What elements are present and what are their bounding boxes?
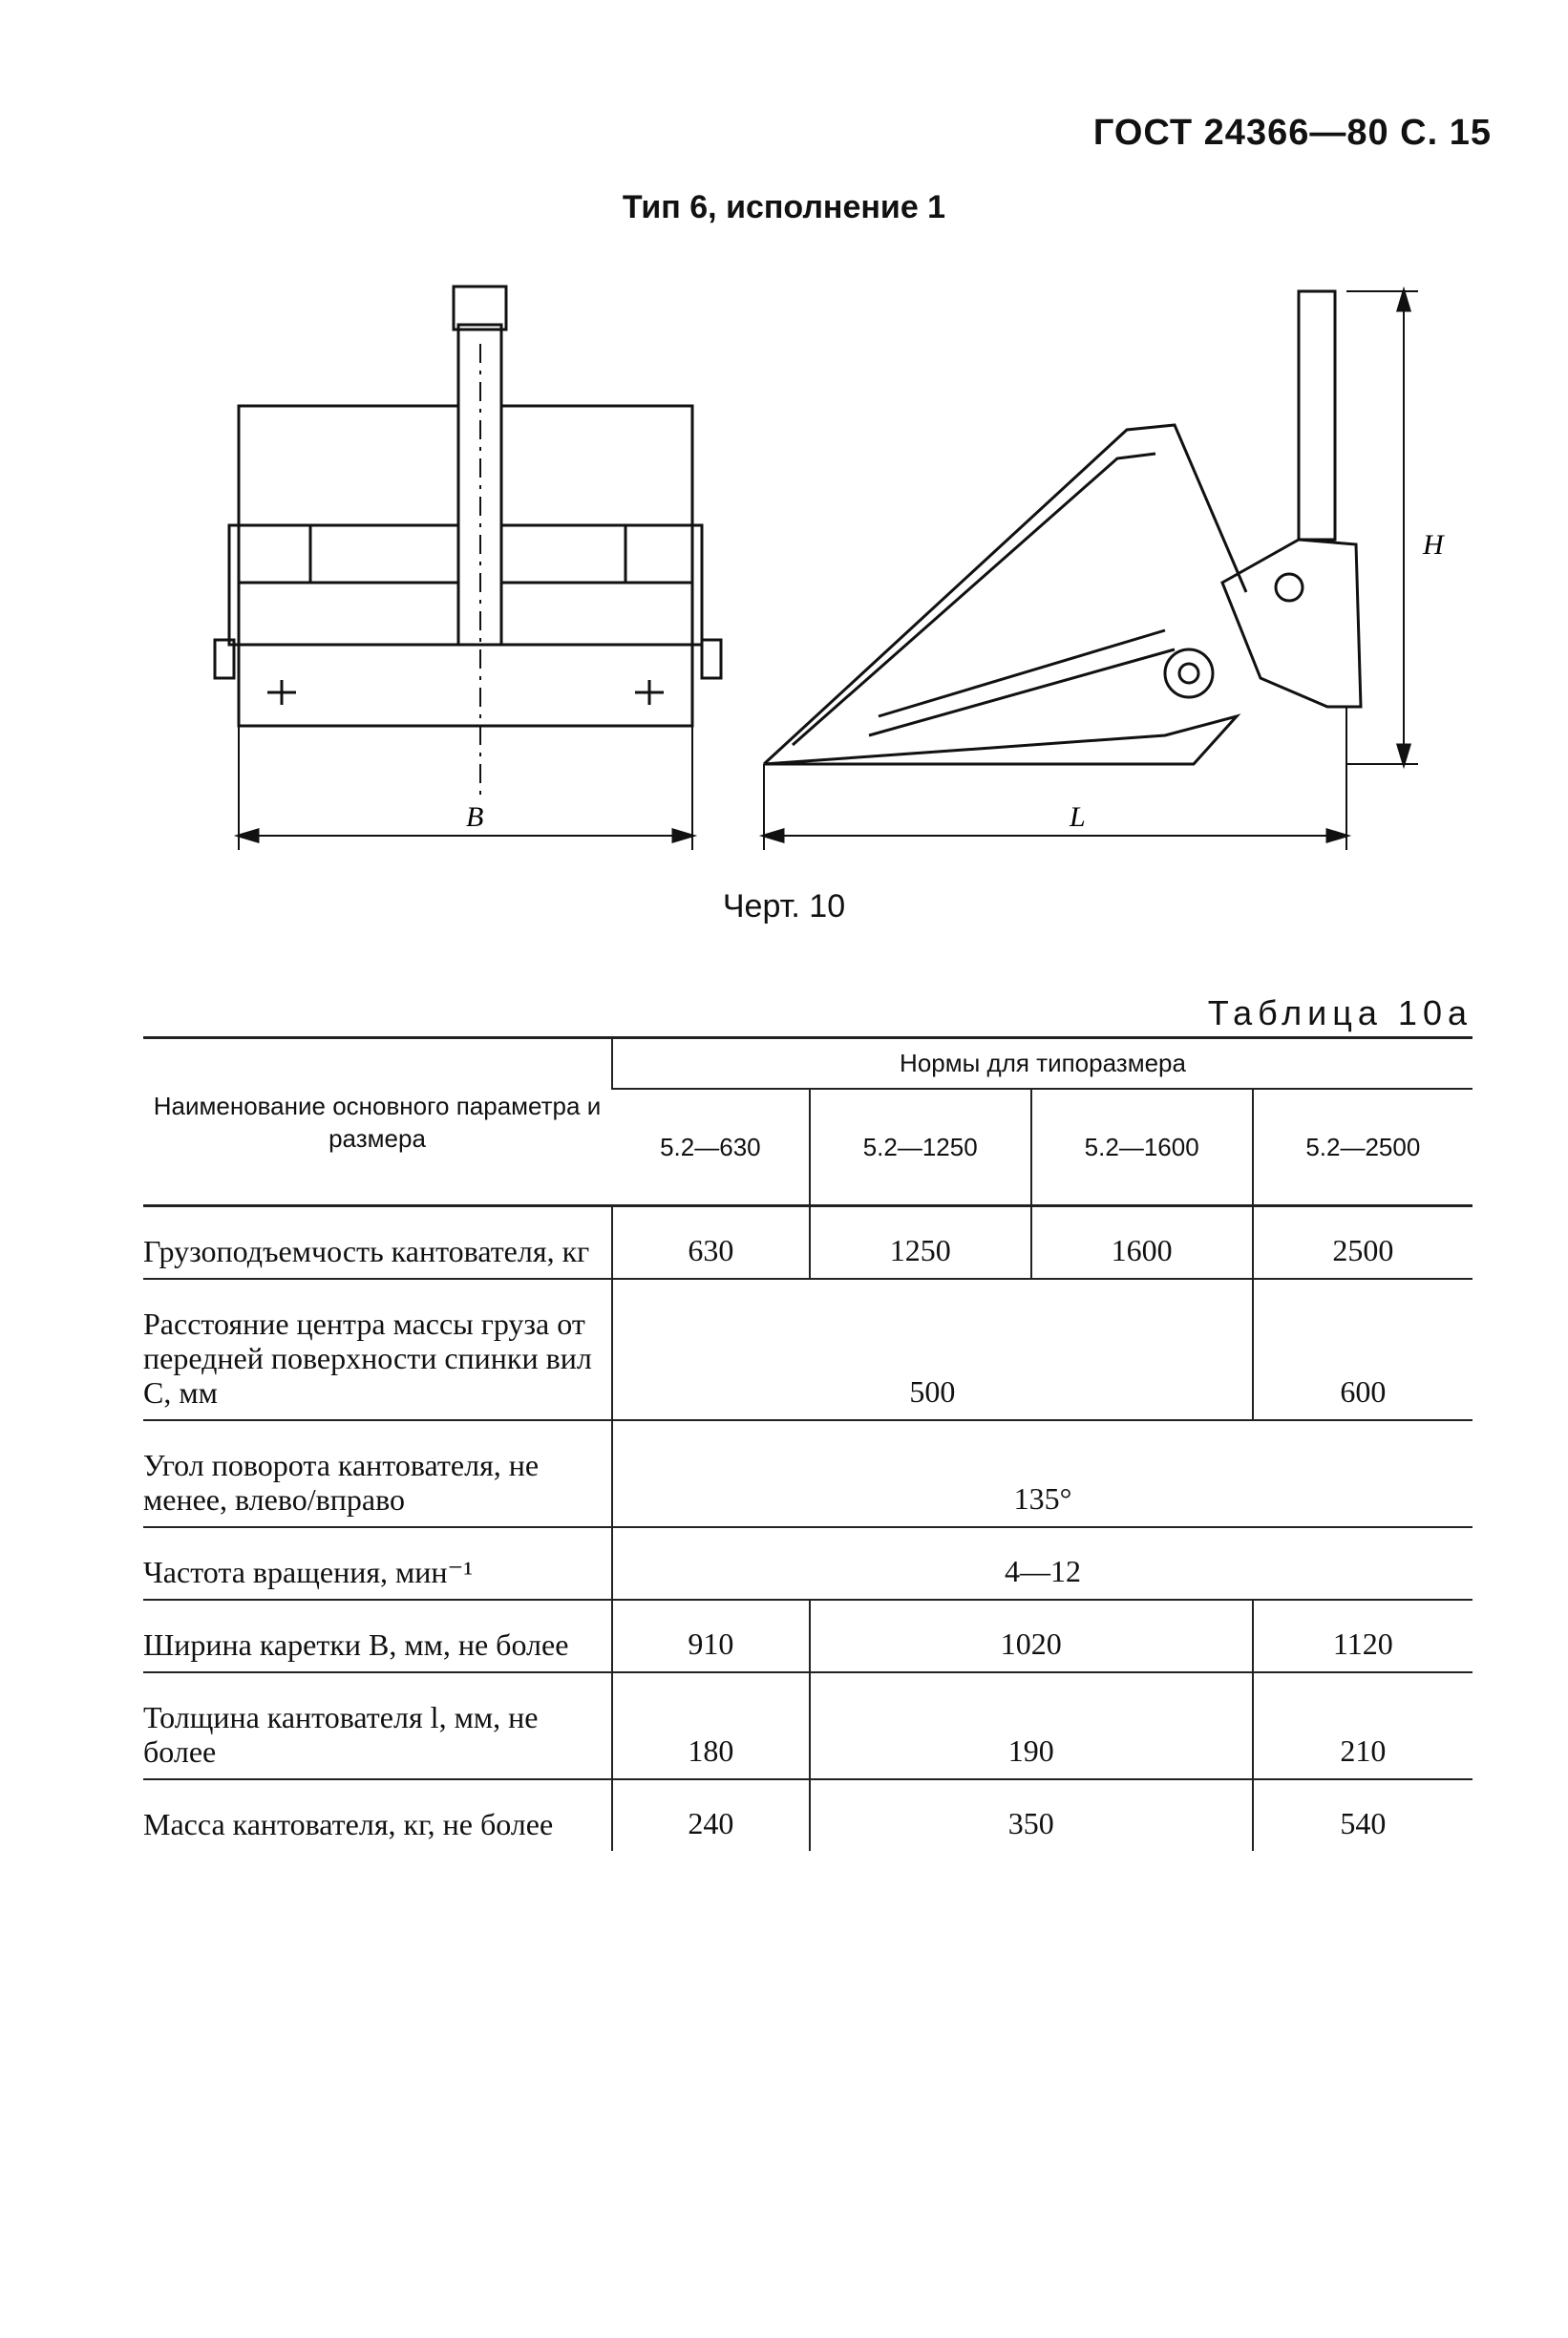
param-value: 910: [612, 1600, 810, 1672]
size-header: 5.2—1250: [810, 1089, 1031, 1206]
page-header: ГОСТ 24366—80 С. 15: [1092, 113, 1492, 153]
param-value: 1600: [1031, 1206, 1253, 1280]
param-name: Угол поворота кантователя, не менее, влево/вправо: [143, 1448, 540, 1517]
param-value: 600: [1253, 1279, 1473, 1420]
table-row: [143, 1600, 1473, 1672]
param-value: 350: [810, 1779, 1253, 1851]
param-value: 1020: [810, 1600, 1253, 1672]
param-name: Расстояние центра массы груза от передней поверхности спинки вил С, мм: [143, 1307, 592, 1410]
size-header: 5.2—630: [612, 1089, 810, 1206]
param-value: 540: [1253, 1779, 1473, 1851]
param-value: 210: [1253, 1672, 1473, 1779]
side-view: [764, 291, 1418, 850]
table-row: [143, 1420, 1473, 1527]
dimension-b-label: B: [466, 801, 484, 833]
table-row: [143, 1279, 1473, 1420]
param-value: 135°: [612, 1420, 1473, 1527]
param-value: 4—12: [612, 1527, 1473, 1600]
dimension-h-label: H: [1423, 529, 1444, 561]
param-value: 630: [612, 1206, 810, 1280]
param-value: 1250: [810, 1206, 1031, 1280]
param-name: Масса кантователя, кг, не более: [143, 1807, 554, 1841]
table-caption: Таблица 10а: [1207, 993, 1473, 1032]
param-value: 1120: [1253, 1600, 1473, 1672]
param-value: 2500: [1253, 1206, 1473, 1280]
param-name: Толщина кантователя l, мм, не более: [143, 1700, 539, 1769]
technical-drawing: [210, 267, 1509, 860]
table-row: [143, 1206, 1473, 1280]
front-view: [215, 287, 721, 850]
param-name: Частота вращения, мин⁻¹: [143, 1555, 474, 1589]
param-name: Грузоподъемчость кантователя, кг: [143, 1234, 590, 1268]
param-value: 500: [612, 1279, 1253, 1420]
drawing-title: Тип 6, исполнение 1: [622, 189, 946, 225]
param-column-header: Наименование основного параметра и размера: [143, 1038, 612, 1206]
table-row: [143, 1672, 1473, 1779]
table-row: [143, 1527, 1473, 1600]
param-value: 190: [810, 1672, 1253, 1779]
figure-caption: Черт. 10: [722, 888, 846, 925]
parameters-table: [143, 1036, 1473, 1851]
norms-header: Нормы для типоразмера: [612, 1038, 1473, 1090]
dimension-l-label: L: [1070, 801, 1086, 833]
param-value: 240: [612, 1779, 810, 1851]
size-header: 5.2—1600: [1031, 1089, 1253, 1206]
param-value: 180: [612, 1672, 810, 1779]
size-header: 5.2—2500: [1253, 1089, 1473, 1206]
param-name: Ширина каретки В, мм, не более: [143, 1627, 569, 1662]
table-row: [143, 1779, 1473, 1851]
